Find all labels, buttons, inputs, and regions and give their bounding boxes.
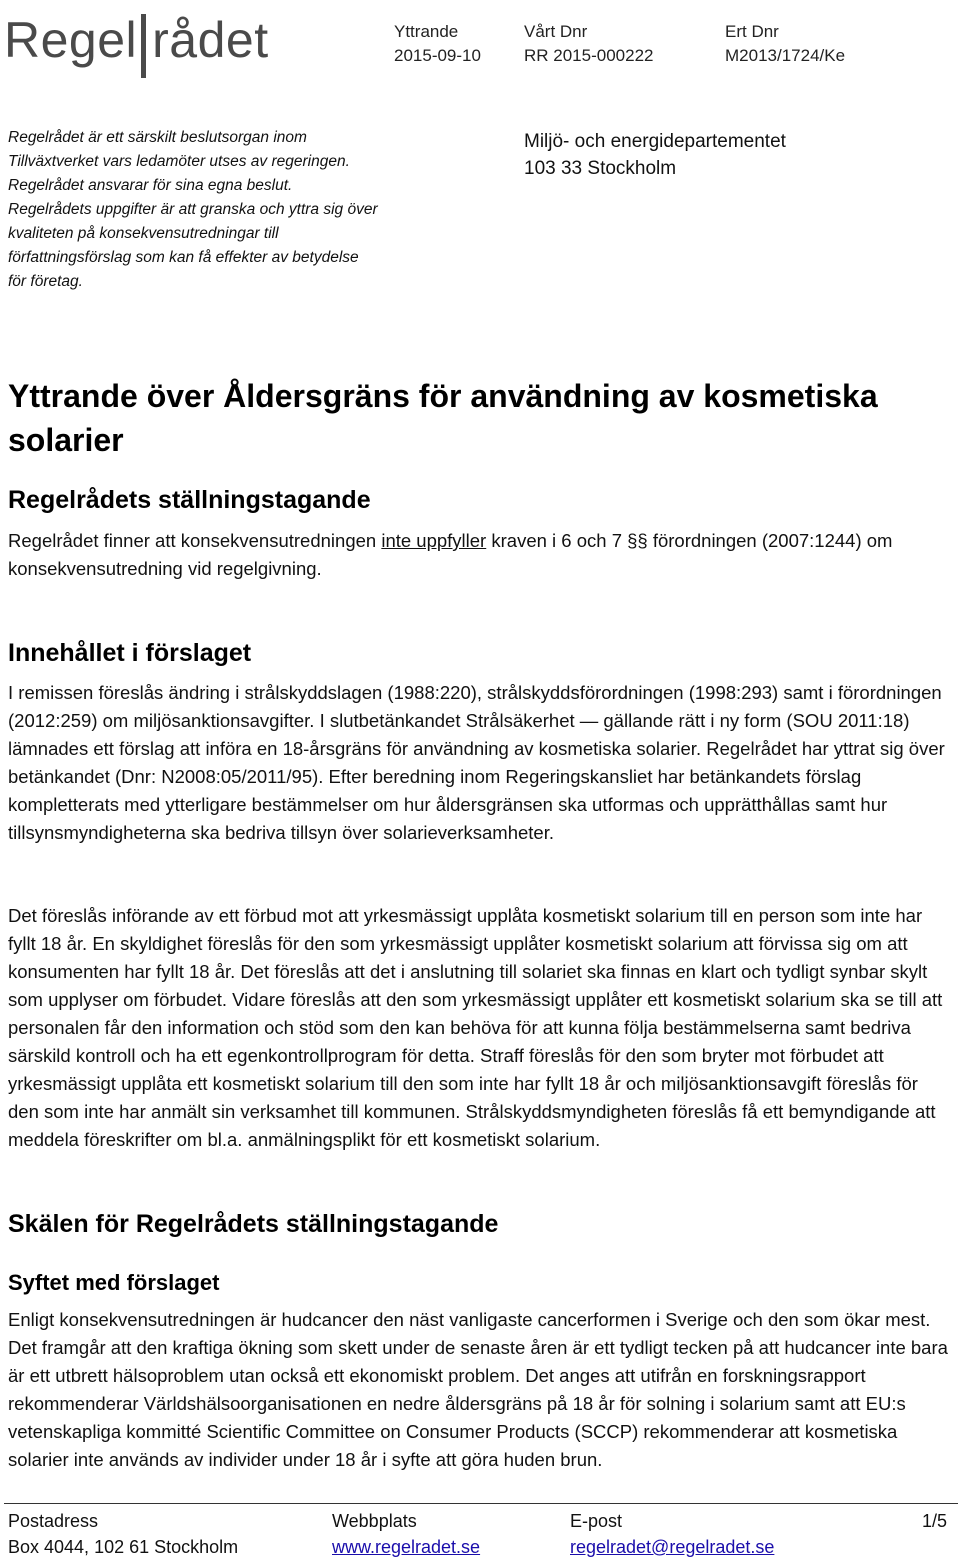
section-heading-stallningstagande: Regelrådets ställningstagande <box>8 486 371 514</box>
postadress-label: Postadress <box>8 1511 99 1531</box>
webbplats-label: Webbplats <box>332 1511 417 1531</box>
epost-label: E-post <box>570 1511 623 1531</box>
logo-text-part2: rådet <box>152 12 269 68</box>
intro-paragraph-1: Regelrådet är ett särskilt beslutsorgan inom Tillväxtverket vars ledamöter utses av regeringen. Regelrådet ansvarar för sina egna beslut. <box>8 129 350 194</box>
page-number: 1/5 <box>922 1511 948 1531</box>
postadress-value: Box 4044, 102 61 Stockholm <box>8 1537 239 1557</box>
recipient-address <box>524 128 786 182</box>
intro-paragraph-2: Regelrådets uppgifter är att granska och yttra sig över kvaliteten på konsekvensutredningar till författningsförslag som kan få effekter av betydelse för företag. <box>8 201 378 290</box>
stallningstagande-paragraph <box>8 527 952 583</box>
logo-divider <box>141 14 146 78</box>
vart-dnr-value: RR 2015-000222 <box>524 46 654 65</box>
subheading-syftet: Syftet med förslaget <box>8 1270 220 1295</box>
ert-dnr-label: Ert Dnr <box>725 22 779 41</box>
section-heading-innehallet: Innehållet i förslaget <box>8 639 252 667</box>
webbplats-link[interactable]: www.regelradet.se <box>332 1537 481 1557</box>
vart-dnr-label: Vårt Dnr <box>524 22 588 41</box>
stallningstagande-text-after: kraven i 6 och 7 §§ förordningen (2007:1244) om konsekvensutredning vid regelgivning. <box>8 530 893 579</box>
footer-webbplats <box>332 1508 480 1560</box>
vart-dnr-block <box>524 20 653 68</box>
stallningstagande-text-before: Regelrådet finner att konsekvensutredningen <box>8 530 382 551</box>
innehallet-paragraph-1: I remissen föreslås ändring i strålskyddslagen (1988:220), strålskyddsförordningen (1998:293) samt i förordningen (2012:259) om miljösanktionsavgifter. I slutbetänkandet Strålsäkerhet — gällande rätt i ny form (SOU 2011:18) lämnades ett förslag att införa en 18-årsgräns för användning av kosmetiska solarier. Regelrådet har yttrat sig över betänkandet (Dnr: N2008:05/2011/95). Efter beredning inom Regeringskansliet har betänkandets förslag kompletterats med ytterligare bestämmelser om hur åldersgränsen ska utformas och upprätthållas samt hur tillsynsmyndigheterna ska bedriva tillsyn över solarieverksamheter. <box>8 682 945 843</box>
footer-divider <box>4 1503 958 1504</box>
regelradet-logo <box>4 4 269 76</box>
innehallet-paragraph-2: Det föreslås införande av ett förbud mot att yrkesmässigt upplåta kosmetiskt solarium till en person som inte har fyllt 18 år. En skyldighet föreslås för den som yrkesmässigt upplåter kosmetiskt solarium att förvissa sig om att konsumenten har fyllt 18 år. Det föreslås att det i anslutning till solariet ska finnas en klart och tydligt synbar skylt som upplyser om förbudet. Vidare föreslås att den som yrkesmässigt upplåter ett kosmetiskt solarium ska se till att personalen får den information och stöd som den kan behöva för att kunna följa bestämmelserna samt bedriva särskild kontroll och ha ett egenkontrollprogram för detta. Straff föreslås för den som bryter mot förbudet att yrkesmässigt upplåta ett kosmetiskt solarium till den som inte har fyllt 18 år och miljösanktionsavgift föreslås för den som inte har anmält sin verksamhet till kommunen. Strålskyddsmyndigheten föreslås få ett bemyndigande att meddela föreskrifter om bl.a. anmälningsplikt för ett kosmetiskt solarium. <box>8 905 943 1150</box>
yttrande-block <box>394 20 481 68</box>
document-title: Yttrande över Åldersgräns för användning av kosmetiska solarier <box>8 378 878 458</box>
ert-dnr-block <box>725 20 845 68</box>
intro-text <box>8 126 378 294</box>
recipient-postal: 103 33 Stockholm <box>524 158 677 179</box>
footer-epost <box>570 1508 774 1560</box>
epost-link[interactable]: regelradet@regelradet.se <box>570 1537 775 1557</box>
footer-postadress <box>8 1508 238 1560</box>
yttrande-date: 2015-09-10 <box>394 46 481 65</box>
logo-text-part1: Regel <box>4 12 138 68</box>
yttrande-label: Yttrande <box>394 22 459 41</box>
inte-uppfyller-underlined: inte uppfyller <box>381 530 487 551</box>
recipient-name: Miljö- och energidepartementet <box>524 131 786 152</box>
section-heading-skalen: Skälen för Regelrådets ställningstagande <box>8 1210 499 1238</box>
ert-dnr-value: M2013/1724/Ke <box>725 46 846 65</box>
syftet-paragraph: Enligt konsekvensutredningen är hudcancer den näst vanligaste cancerformen i Sverige och den som ökar mest. Det framgår att den kraftiga ökning som skett under de senaste åren är ett tydligt tecken på att hudcancer inte bara är ett utbrett hälsoproblem utan också ett ekonomiskt problem. Det anges att utifrån en forskningsrapport rekommenderar Världshälsoorganisationen en nedre åldersgräns på 18 år för solning i solarium samt att EU:s vetenskapliga kommitté Scientific Committee on Consumer Products (SCCP) rekommenderar att kosmetiska solarier inte används av individer under 18 år i syfte att göra huden brun. <box>8 1309 948 1470</box>
